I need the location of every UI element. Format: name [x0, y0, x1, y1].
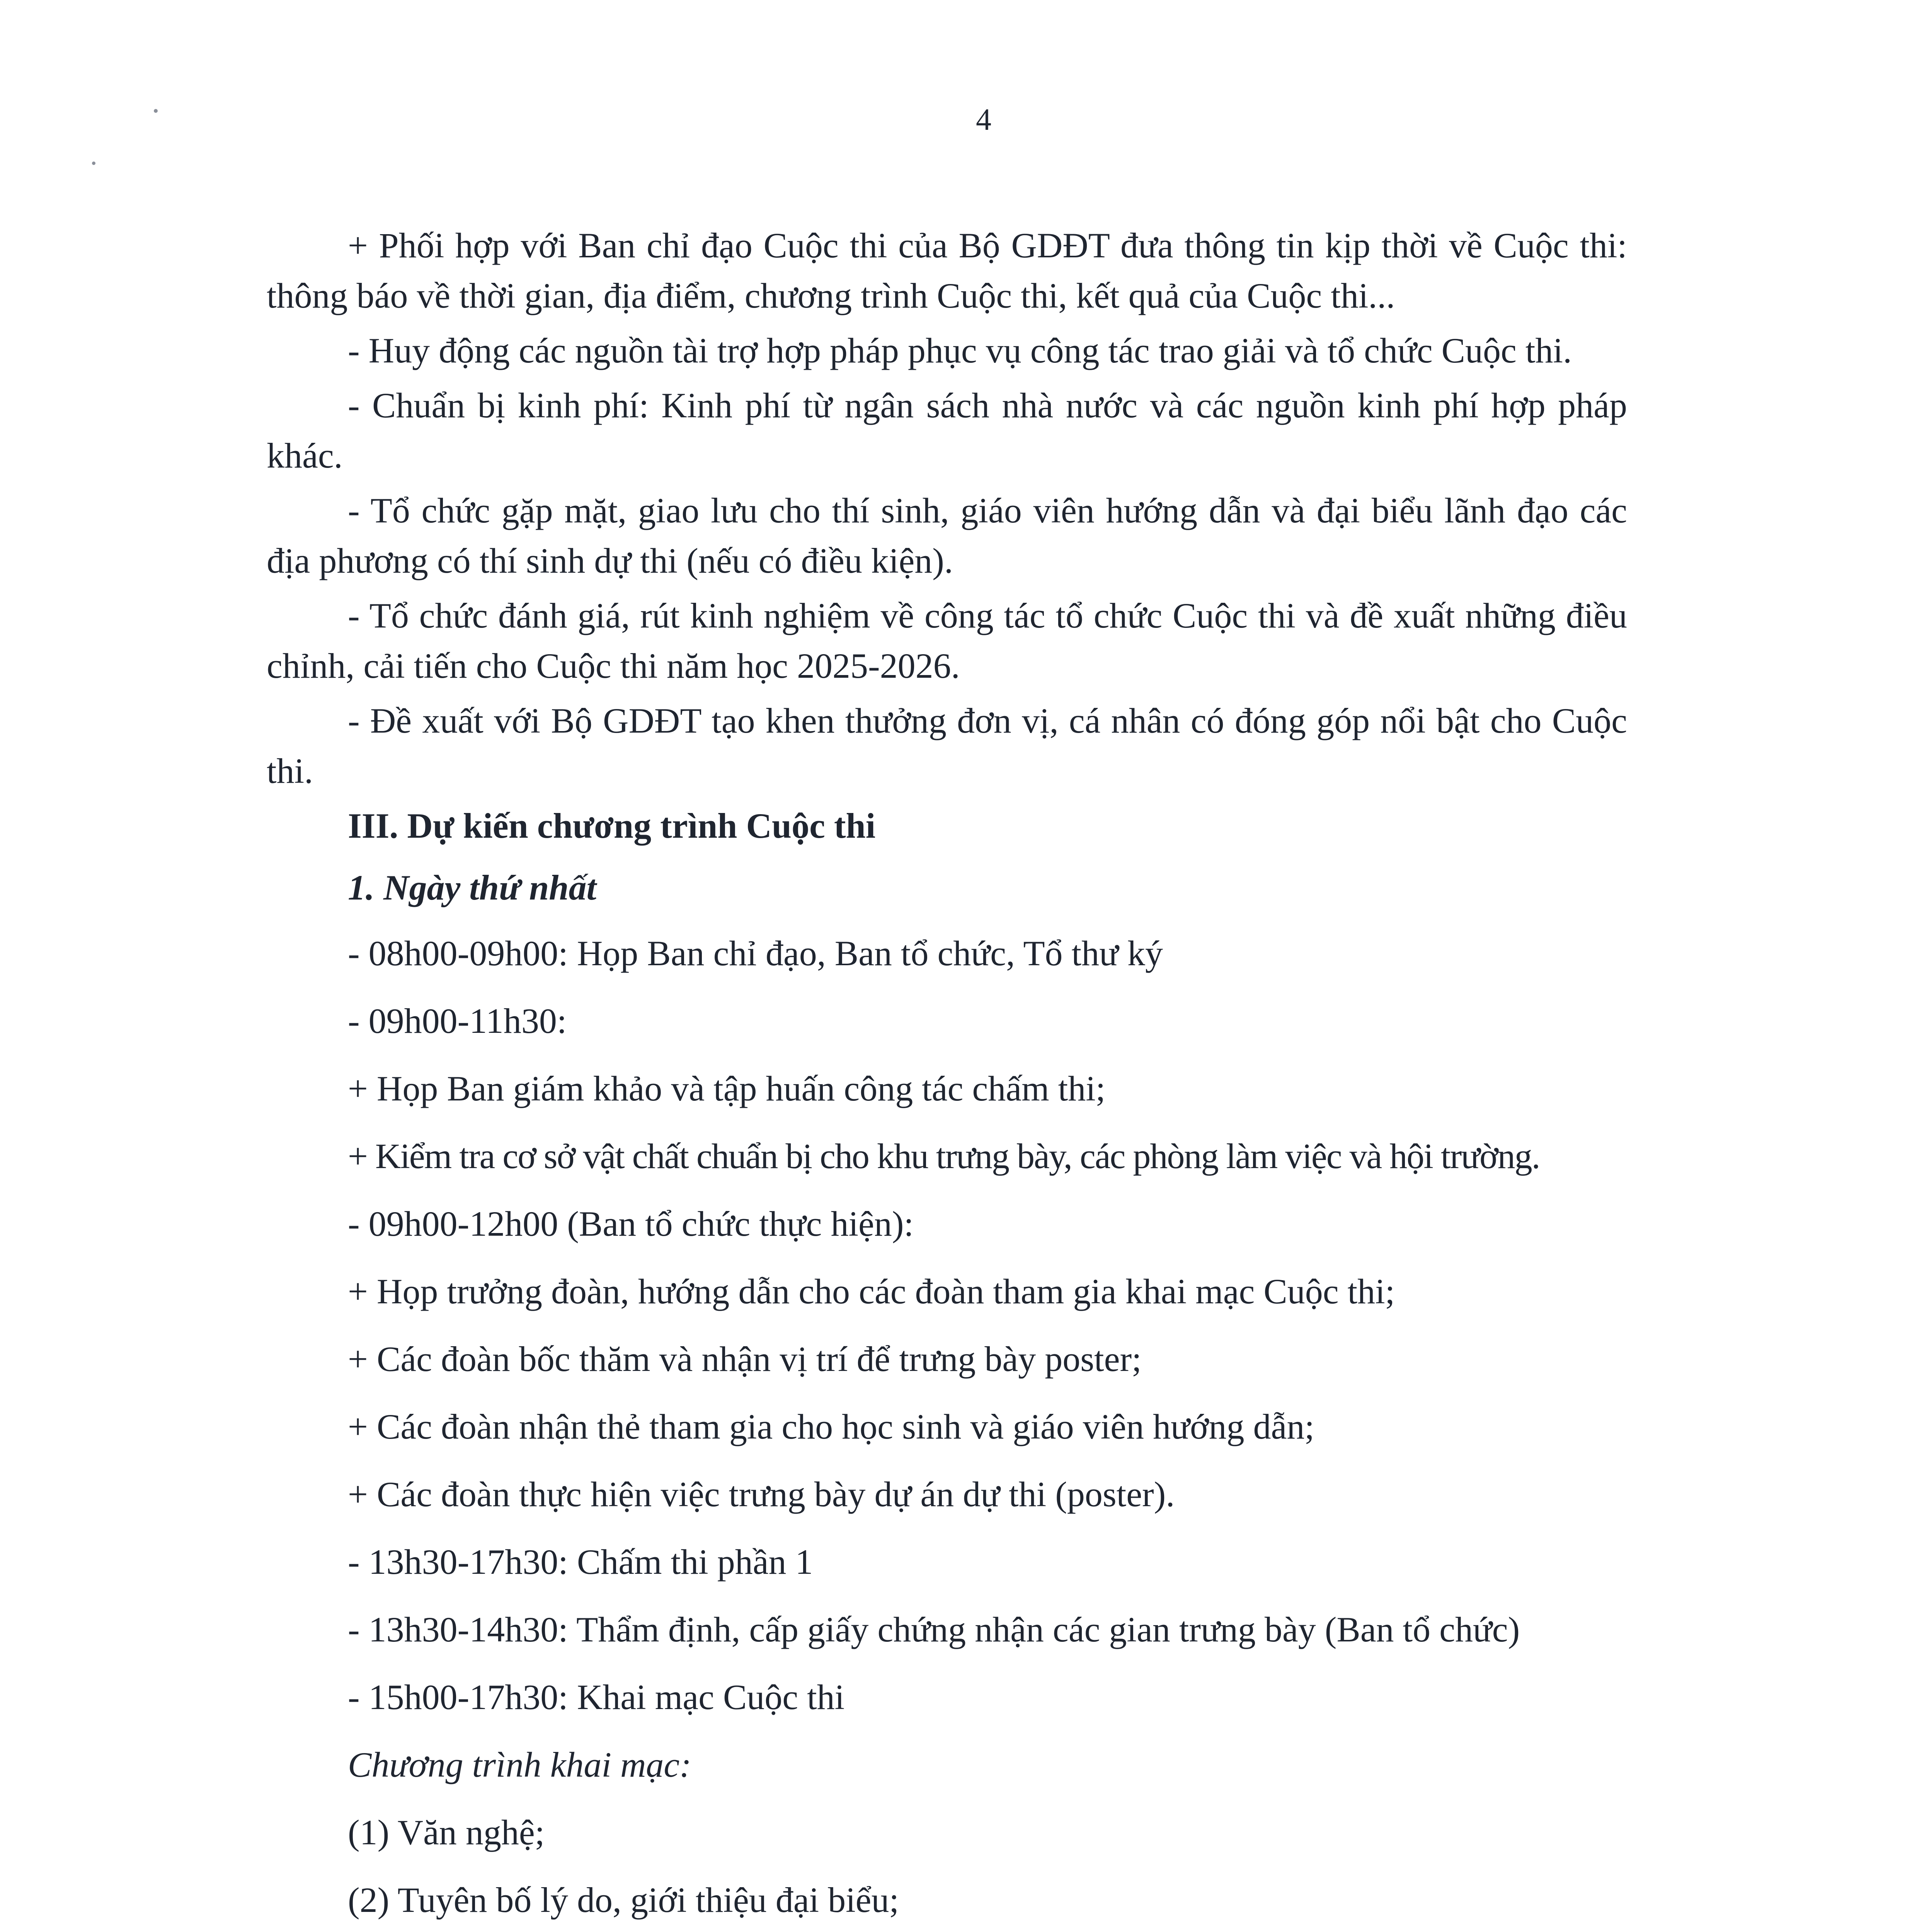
paragraph-coordination: + Phối hợp với Ban chỉ đạo Cuộc thi của Bộ GDĐT đưa thông tin kịp thời về Cuộc thi: thông báo về thời gian, địa điểm, chương trình Cuộc thi, kết quả của Cuộc thi... — [267, 226, 1627, 315]
scan-speck — [154, 109, 158, 113]
paragraph-evaluation: - Tổ chức đánh giá, rút kinh nghiệm về công tác tổ chức Cuộc thi và đề xuất những điều chỉnh, cải tiến cho Cuộc thi năm học 2025-2026. — [267, 596, 1627, 685]
paragraph-commendation: - Đề xuất với Bộ GDĐT tạo khen thưởng đơn vị, cá nhân có đóng góp nổi bật cho Cuộc thi. — [267, 701, 1627, 791]
paragraph-sponsorship: - Huy động các nguồn tài trợ hợp pháp phục vụ công tác trao giải và tổ chức Cuộc thi. — [348, 331, 1572, 370]
paragraph-meeting: - Tổ chức gặp mặt, giao lưu cho thí sinh, giáo viên hướng dẫn và đại biểu lãnh đạo các địa phương có thí sinh dự thi (nếu có điều kiện). — [267, 491, 1627, 580]
schedule-line: - 09h00-12h00 (Ban tổ chức thực hiện): — [348, 1204, 914, 1243]
paragraph-budget: - Chuẩn bị kinh phí: Kinh phí từ ngân sách nhà nước và các nguồn kinh phí hợp pháp khác. — [267, 386, 1627, 475]
schedule-line: - 09h00-11h30: — [348, 1001, 567, 1041]
schedule-line: + Các đoàn nhận thẻ tham gia cho học sinh và giáo viên hướng dẫn; — [348, 1407, 1314, 1446]
schedule-line: - 13h30-17h30: Chấm thi phần 1 — [348, 1542, 813, 1582]
schedule-line: + Họp Ban giám khảo và tập huấn công tác chấm thi; — [348, 1069, 1106, 1108]
document-body — [267, 220, 1627, 1932]
schedule-line: - 15h00-17h30: Khai mạc Cuộc thi — [348, 1677, 845, 1717]
opening-program-title: Chương trình khai mạc: — [348, 1745, 691, 1784]
schedule-line: + Các đoàn bốc thăm và nhận vị trí để trưng bày poster; — [348, 1339, 1142, 1379]
schedule-line: + Các đoàn thực hiện việc trưng bày dự án dự thi (poster). — [348, 1475, 1175, 1514]
schedule-line: - 08h00-09h00: Họp Ban chỉ đạo, Ban tổ chức, Tổ thư ký — [348, 934, 1163, 973]
opening-item: (2) Tuyên bố lý do, giới thiệu đại biểu; — [348, 1880, 899, 1920]
schedule-line: + Họp trưởng đoàn, hướng dẫn cho các đoàn tham gia khai mạc Cuộc thi; — [348, 1272, 1395, 1311]
opening-item: (1) Văn nghệ; — [348, 1813, 545, 1852]
schedule-line: - 13h30-14h30: Thẩm định, cấp giấy chứng nhận các gian trưng bày (Ban tổ chức) — [348, 1610, 1520, 1649]
section-heading: III. Dự kiến chương trình Cuộc thi — [348, 806, 876, 845]
scan-speck — [92, 162, 95, 165]
page-number: 4 — [976, 103, 991, 137]
day1-heading: 1. Ngày thứ nhất — [348, 868, 597, 907]
schedule-line: + Kiểm tra cơ sở vật chất chuẩn bị cho khu trưng bày, các phòng làm việc và hội trường. — [348, 1136, 1540, 1176]
